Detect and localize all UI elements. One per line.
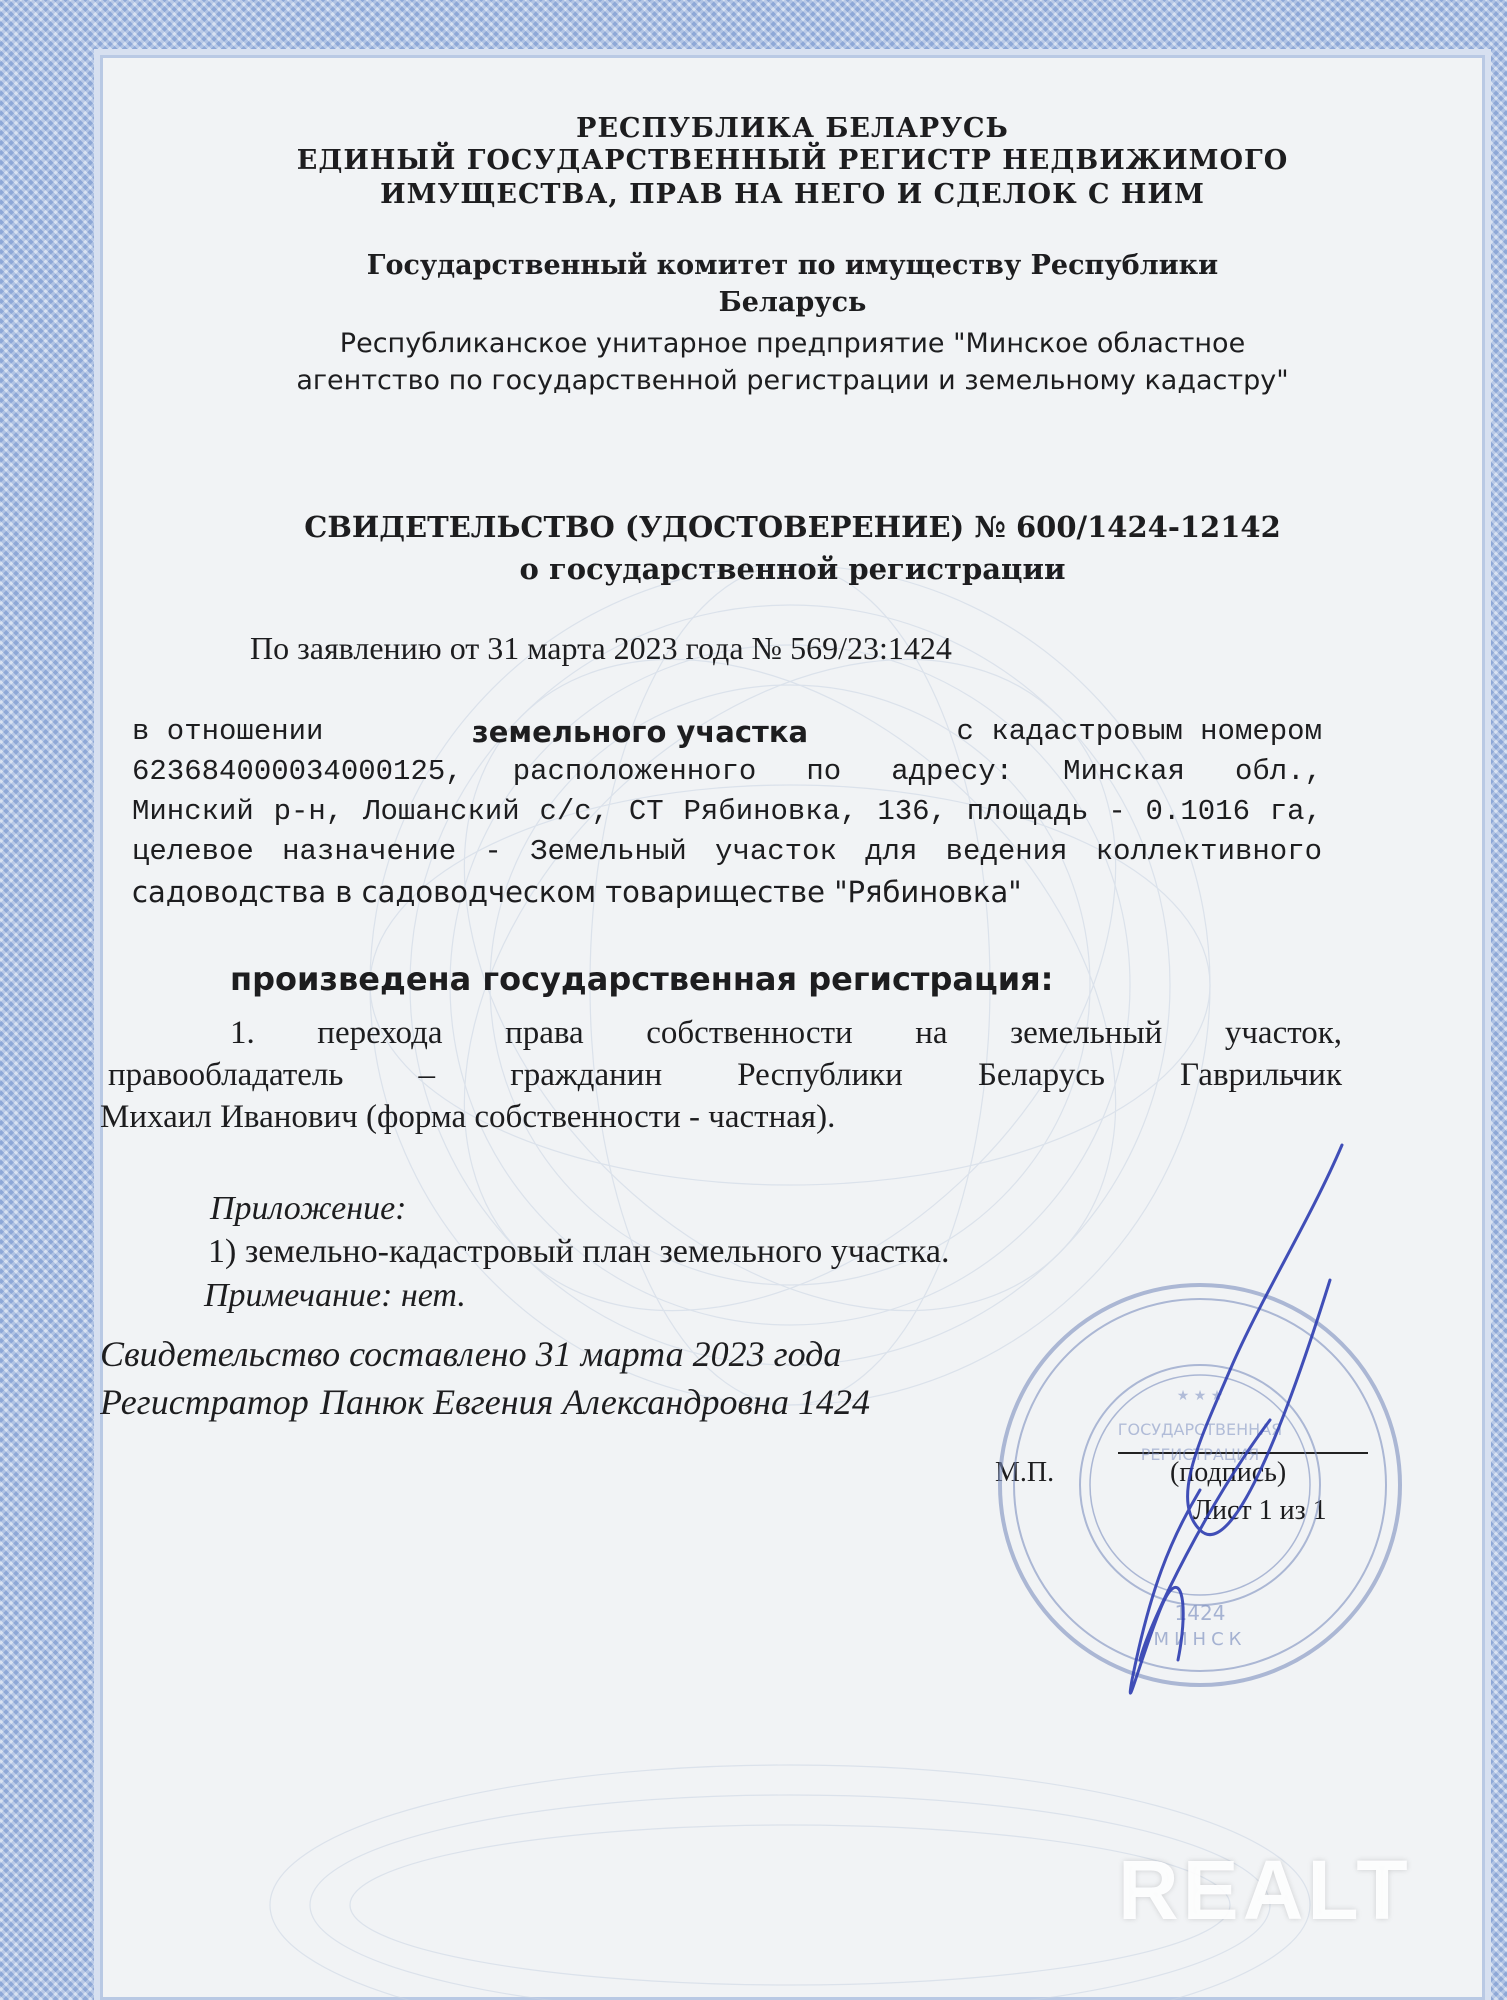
certificate-title: СВИДЕТЕЛЬСТВО (УДОСТОВЕРЕНИЕ) № 600/1424-12142 bbox=[304, 510, 1281, 544]
appendix-item-1: 1) земельно-кадастровый план земельного участка. bbox=[208, 1233, 950, 1270]
svg-text:РЕГИСТРАЦИЯ: РЕГИСТРАЦИЯ bbox=[1140, 1445, 1260, 1464]
svg-text:ГОСУДАРСТВЕННАЯ: ГОСУДАРСТВЕННАЯ bbox=[1117, 1420, 1283, 1439]
signature-label: (подпись) bbox=[1170, 1457, 1287, 1488]
registration-heading: произведена государственная регистрация: bbox=[230, 960, 1054, 998]
seal-place-label: М.П. bbox=[995, 1457, 1055, 1488]
agency-line-1: Республиканское унитарное предприятие "Минское областное bbox=[339, 328, 1246, 359]
registration-line-2: правообладатель – гражданин Республики Беларусь Гаврильчик bbox=[108, 1057, 1342, 1093]
committee-line-2: Беларусь bbox=[718, 287, 867, 318]
subject-rest: с кадастровым номером bbox=[956, 715, 1322, 748]
subject-bold: земельного участка bbox=[471, 715, 809, 749]
registration-line-3: Михаил Иванович (форма собственности - частная). bbox=[100, 1099, 836, 1135]
composed-date: Свидетельство составлено 31 марта 2023 года bbox=[100, 1334, 842, 1374]
registrar-label: Регистратор bbox=[100, 1382, 309, 1422]
subject-line-1 bbox=[132, 715, 1322, 749]
appendix-label: Приложение: bbox=[210, 1190, 407, 1227]
appendix-note: Примечание: нет. bbox=[204, 1277, 466, 1314]
handwritten-signature bbox=[1080, 1140, 1360, 1740]
application-line: По заявлению от 31 марта 2023 года № 569/23:1424 bbox=[250, 630, 952, 666]
header-line-3: ИМУЩЕСТВА, ПРАВ НА НЕГО И СДЕЛОК С НИМ bbox=[380, 179, 1205, 210]
svg-text:★ ★ ★: ★ ★ ★ bbox=[1176, 1388, 1224, 1404]
header-line-1: РЕСПУБЛИКА БЕЛАРУСЬ bbox=[576, 113, 1009, 144]
stamp-code: 1424 bbox=[1174, 1601, 1226, 1625]
subject-line-3: Минский р-н, Лошанский с/с, СТ Рябиновка, 136, площадь - 0.1016 га, bbox=[132, 795, 1322, 828]
stamp-city: МИНСК bbox=[1153, 1629, 1247, 1650]
sheet-number: Лист 1 из 1 bbox=[1193, 1495, 1327, 1526]
registration-line-1: 1. перехода права собственности на земельный участок, bbox=[230, 1015, 1342, 1051]
registrar-name: Панюк Евгения Александровна 1424 bbox=[320, 1382, 870, 1422]
subject-prefix: в отношении bbox=[132, 715, 324, 748]
subject-line-5: садоводства в садоводческом товариществе "Рябиновка" bbox=[132, 875, 1022, 909]
committee-line-1: Государственный комитет по имуществу Республики bbox=[366, 250, 1219, 281]
agency-line-2: агентство по государственной регистрации и земельному кадастру" bbox=[296, 365, 1289, 396]
certificate-subtitle: о государственной регистрации bbox=[519, 552, 1066, 586]
realt-watermark: REALT bbox=[1118, 1843, 1412, 1937]
header-line-2: ЕДИНЫЙ ГОСУДАРСТВЕННЫЙ РЕГИСТР НЕДВИЖИМОГО bbox=[296, 145, 1289, 176]
subject-line-4: целевое назначение - Земельный участок для ведения коллективного bbox=[132, 835, 1322, 868]
subject-line-2: 623684000034000125, расположенного по адресу: Минская обл., bbox=[132, 755, 1322, 788]
